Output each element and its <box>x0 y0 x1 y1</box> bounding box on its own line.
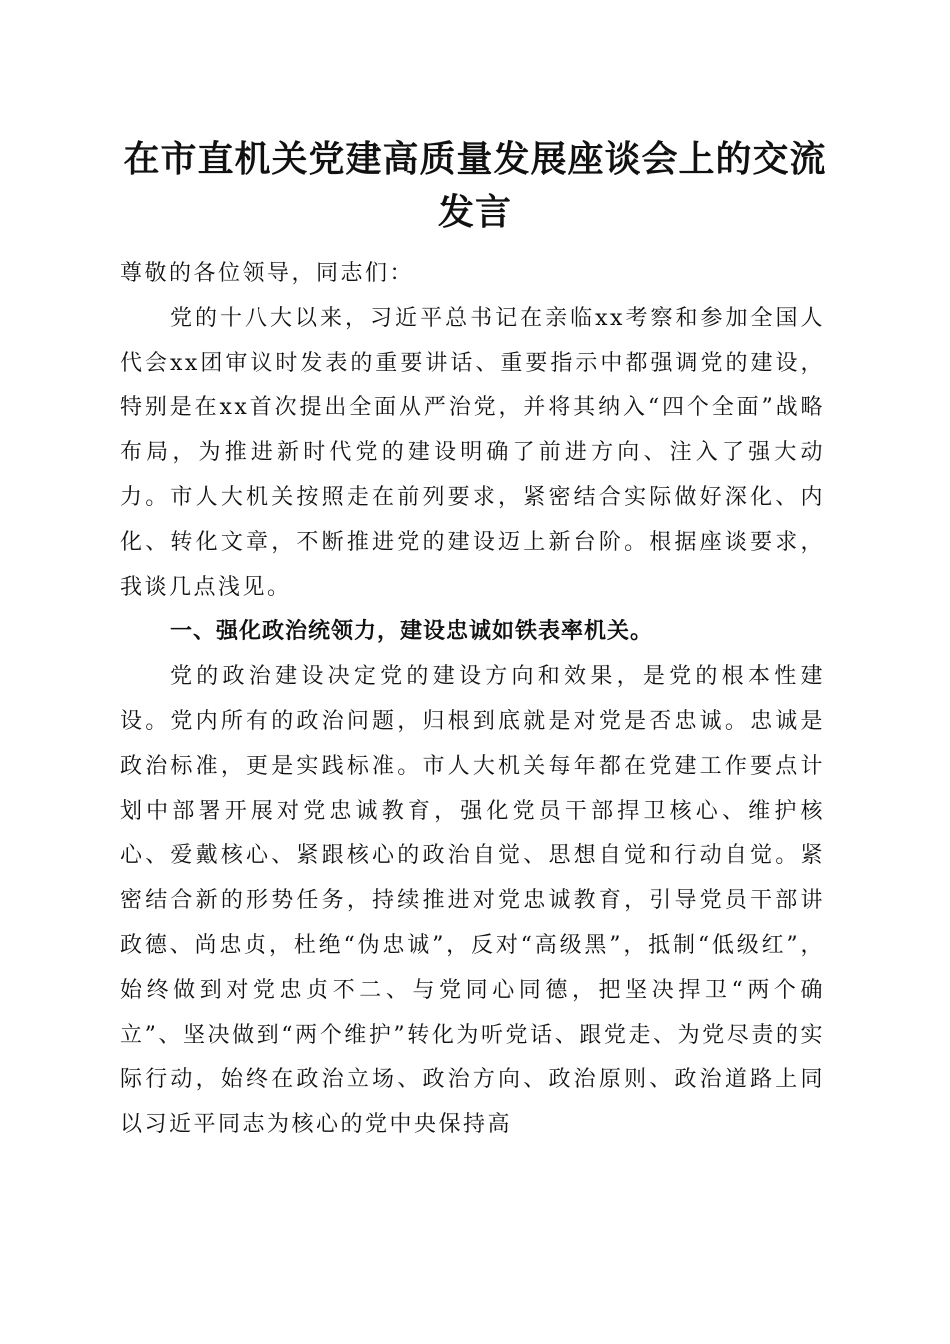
document-body <box>120 252 825 1148</box>
document-title: 在市直机关党建高质量发展座谈会上的交流发言 <box>123 138 827 233</box>
section-paragraph: 党的政治建设决定党的建设方向和效果，是党的根本性建设。党内所有的政治问题，归根到底就是对党是否忠诚。忠诚是政治标准，更是实践标准。市人大机关每年都在党建工作要点计划中部署开展对党忠诚教育，强化党员干部捍卫核心、维护核心、爱戴核心、紧跟核心的政治自觉、思想自觉和行动自觉。紧密结合新的形势任务，持续推进对党忠诚教育，引导党员干部讲政德、尚忠贞，杜绝“伪忠诚”，反对“高级黑”，抵制“低级红”，始终做到对党忠贞不二、与党同心同德，把坚决捍卫“两个确立”、坚决做到“两个维护”转化为听党话、跟党走、为党尽责的实际行动，始终在政治立场、政治方向、政治原则、政治道路上同以习近平同志为核心的党中央保持高 <box>120 664 825 1138</box>
section-heading: 一、强化政治统领力，建设忠诚如铁表率机关。 <box>170 619 654 645</box>
salutation: 尊敬的各位领导，同志们： <box>120 261 415 286</box>
intro-paragraph: 党的十八大以来，习近平总书记在亲临xx考察和参加全国人代会xx团审议时发表的重要讲话、重要指示中都强调党的建设，特别是在xx首次提出全面从严治党，并将其纳入“四个全面”战略布局，为推进新时代党的建设明确了前进方向、注入了强大动力。市人大机关按照走在前列要求，紧密结合实际做好深化、内化、转化文章，不断推进党的建设迈上新台阶。根据座谈要求，我谈几点浅见。 <box>120 305 825 600</box>
